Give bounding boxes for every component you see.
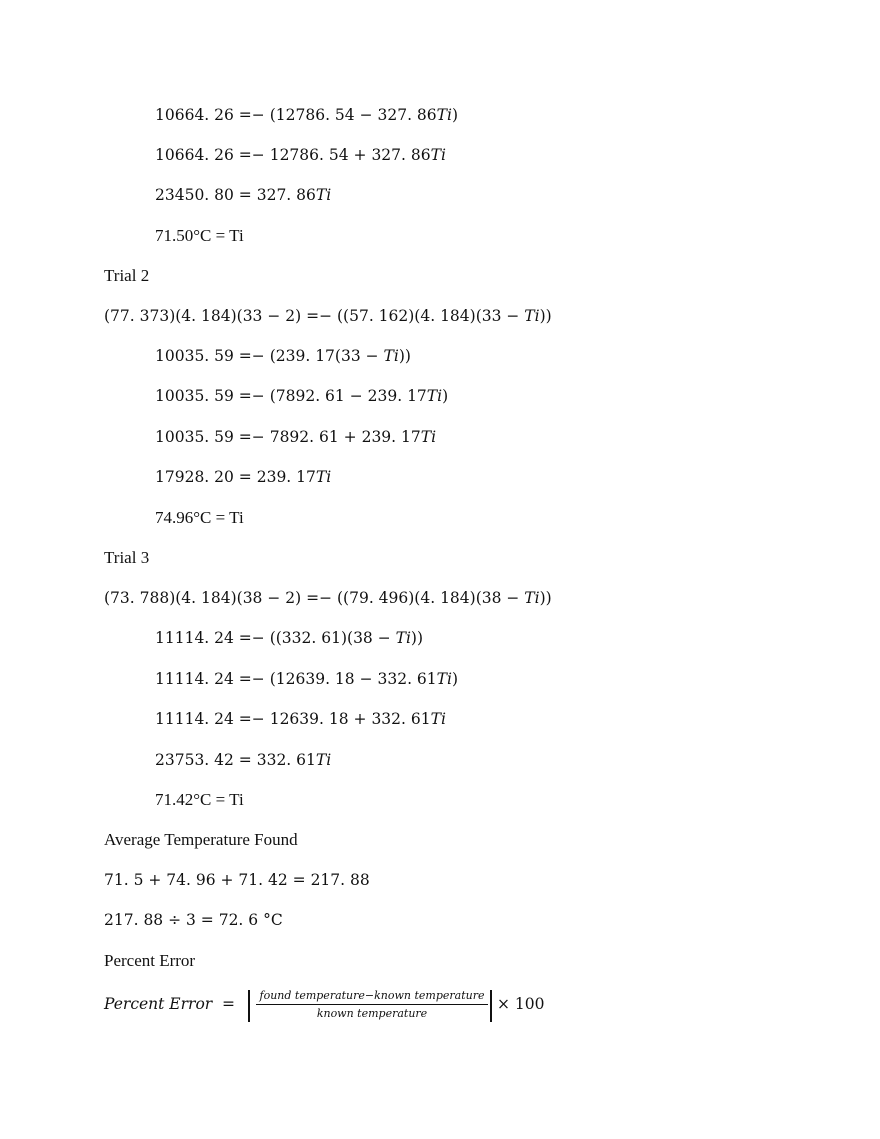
trial-3-equation: (73. 788)(4. 184)(38 − 2) =− ((79. 496)(4. 184)(38 − 𝑇𝑖)) bbox=[104, 589, 552, 607]
equation-line: 10664. 26 =− 12786. 54 + 327. 86𝑇𝑖 bbox=[155, 146, 446, 164]
average-sum: 71. 5 + 74. 96 + 71. 42 = 217. 88 bbox=[104, 871, 370, 889]
trial-2-heading: Trial 2 bbox=[104, 266, 150, 285]
result-line: 74.96°C = Ti bbox=[155, 508, 244, 527]
formula-label: Percent Error bbox=[104, 995, 213, 1013]
trial-2-equation: (77. 373)(4. 184)(33 − 2) =− ((57. 162)(4. 184)(33 − 𝑇𝑖)) bbox=[104, 307, 552, 325]
average-division: 217. 88 ÷ 3 = 72. 6 °C bbox=[104, 911, 283, 929]
fraction-line bbox=[256, 1004, 488, 1005]
equation-line: 10664. 26 =− (12786. 54 − 327. 86𝑇𝑖) bbox=[155, 106, 458, 124]
formula-multiplier: × 100 bbox=[497, 995, 545, 1013]
equation-line: 11114. 24 =− (12639. 18 − 332. 61𝑇𝑖) bbox=[155, 670, 458, 688]
equation-line: 11114. 24 =− ((332. 61)(38 − 𝑇𝑖)) bbox=[155, 629, 424, 647]
equation-line: 10035. 59 =− (239. 17(33 − 𝑇𝑖)) bbox=[155, 347, 411, 365]
formula-fraction bbox=[256, 988, 488, 1021]
result-line: 71.42°C = Ti bbox=[155, 790, 244, 809]
abs-bar-right bbox=[490, 990, 492, 1022]
percent-error-heading: Percent Error bbox=[104, 951, 196, 970]
fraction-numerator: found temperature−known temperature bbox=[259, 989, 485, 1002]
formula-equals: = bbox=[222, 995, 235, 1013]
equation-line: 11114. 24 =− 12639. 18 + 332. 61𝑇𝑖 bbox=[155, 710, 446, 728]
result-line: 71.50°C = Ti bbox=[155, 226, 244, 245]
fraction-denominator: known temperature bbox=[316, 1007, 428, 1020]
equation-line: 10035. 59 =− 7892. 61 + 239. 17𝑇𝑖 bbox=[155, 428, 437, 446]
equation-line: 23753. 42 = 332. 61𝑇𝑖 bbox=[155, 751, 332, 769]
abs-bar-left bbox=[248, 990, 250, 1022]
equation-line: 10035. 59 =− (7892. 61 − 239. 17𝑇𝑖) bbox=[155, 387, 449, 405]
trial-3-heading: Trial 3 bbox=[104, 548, 150, 567]
average-heading: Average Temperature Found bbox=[104, 830, 298, 849]
equation-line: 17928. 20 = 239. 17𝑇𝑖 bbox=[155, 468, 332, 486]
equation-line: 23450. 80 = 327. 86𝑇𝑖 bbox=[155, 186, 332, 204]
